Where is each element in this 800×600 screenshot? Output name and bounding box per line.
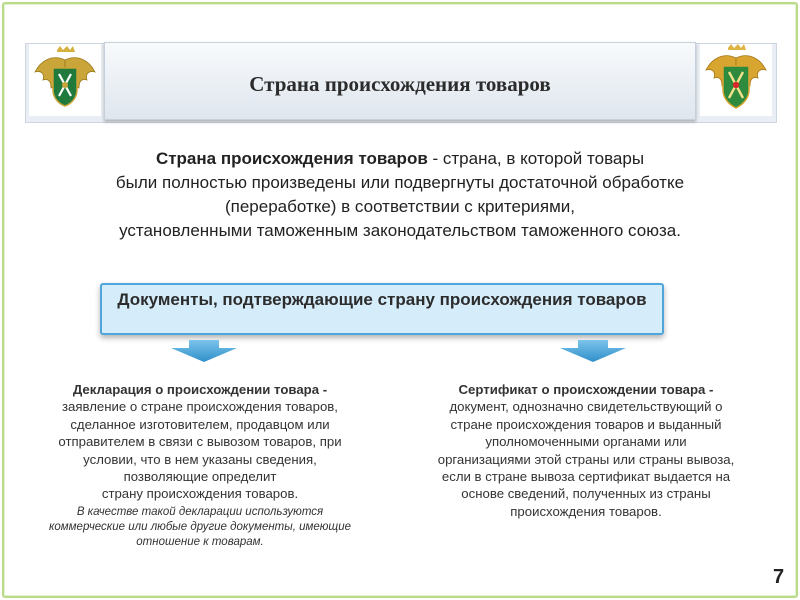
definition-line-2: были полностью произведены или подвергнуты достаточной обработке <box>115 173 685 192</box>
page-number: 7 <box>773 566 785 588</box>
customs-emblem-icon <box>700 44 772 116</box>
declaration-text-line: заявление о стране происхождения товаров, <box>62 399 338 415</box>
declaration-note-line: отношение к товарам. <box>136 535 264 548</box>
certificate-heading: Сертификат о происхождении товара - <box>458 382 714 397</box>
declaration-note-line: коммерческие или любые другие документы, имеющие <box>48 520 352 533</box>
definition-line-3: (переработке) в соответствии с критериями, <box>224 197 576 216</box>
declaration-note-line: В качестве такой декларации используются <box>76 505 324 518</box>
definition-line-1 <box>50 147 750 171</box>
declaration-text-line: отправителем в связи с вывозом товаров, при <box>58 434 342 450</box>
certificate-text-line: документ, однозначно свидетельствующий о <box>449 399 723 415</box>
definition-term: Страна происхождения товаров <box>155 149 428 168</box>
certificate-column <box>403 381 769 520</box>
customs-emblem-icon <box>29 44 101 116</box>
declaration-text-line: условии, что в нем указаны сведения, <box>83 451 317 467</box>
declaration-heading: Декларация о происхождении товара - <box>72 382 328 397</box>
documents-banner <box>100 283 664 335</box>
certificate-text-line: стране происхождения товаров и выданный <box>450 416 722 432</box>
certificate-text-line: основе сведений, полученных из страны <box>461 486 711 502</box>
arrow-down-icon <box>560 340 626 362</box>
documents-banner-label: Документы, подтверждающие страну происхождения товаров <box>117 290 647 309</box>
arrow-down-icon <box>171 340 237 362</box>
declaration-text-line: позволяющие определит <box>123 469 277 485</box>
certificate-text-line: уполномоченными органами или <box>485 434 687 450</box>
declaration-column <box>30 381 370 550</box>
certificate-text-line: организациями этой страны или страны вывоза, <box>437 451 735 467</box>
certificate-text-line: если в стране вывоза сертификат выдается на <box>441 469 731 485</box>
page-title: Страна происхождения товаров <box>249 71 551 96</box>
title-plate <box>104 42 696 120</box>
definition-line-1-rest: - страна, в которой товары <box>427 149 645 168</box>
definition-block <box>50 147 750 243</box>
declaration-note <box>30 505 370 550</box>
certificate-text-line: происхождения товаров. <box>510 503 662 519</box>
definition-line-4: установленными таможенным законодательством таможенного союза. <box>119 221 681 240</box>
declaration-text-line: страну происхождения товаров. <box>101 486 299 502</box>
declaration-text-line: сделанное изготовителем, продавцом или <box>70 416 330 432</box>
